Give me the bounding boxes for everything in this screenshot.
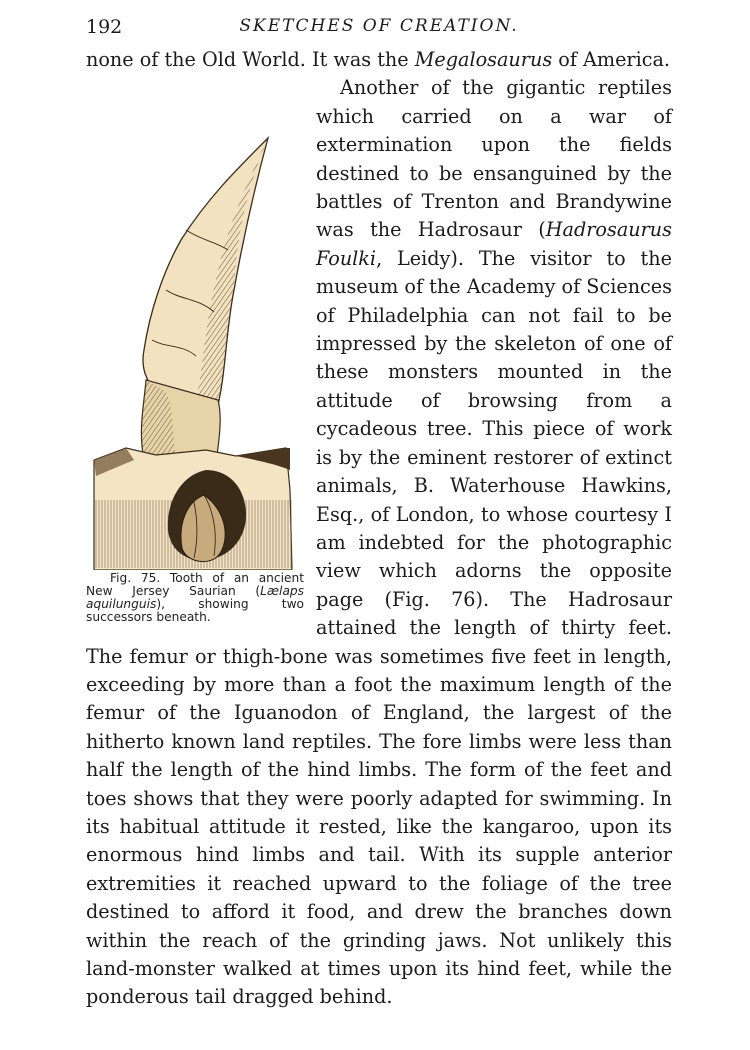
caption-text-b: ), showing two successors beneath. [86,597,304,625]
page-number: 192 [86,16,123,38]
fossil-tooth-illustration [86,130,298,570]
paragraph-1-text-a: none of the Old World. It was the [86,48,415,71]
paragraph-1-text-b: of America. [552,48,671,71]
caption-species-name: Lælaps aquilunguis [86,584,304,612]
figure-75 [86,130,306,624]
figure-caption [86,572,306,624]
page-header [86,14,672,46]
megalosaurus-term: Megalosaurus [414,48,553,71]
running-title: SKETCHES OF CREATION. [239,16,519,36]
paragraph-1 [86,46,672,74]
book-page [86,14,672,1012]
paragraph-2-text-a: Another of the gigantic reptiles which carried on a war of extermination upon the fields destined to be ensanguined by the battles of Trenton and Brandywine was the Hadrosaur ( [316,76,672,242]
body-text [86,46,672,1012]
caption-text-a: Fig. 75. Tooth of an ancient New Jersey Saurian ( [86,571,304,599]
paragraph-2 [86,74,672,1011]
hadrosaurus-term: Hadrosaurus Foulki [316,218,672,270]
paragraph-2-text-b: , Leidy). The visitor to the museum of the Academy of Sciences of Philadelphia can not fail to be impressed by the skeleton of one of these monsters mounted in the attitude of browsing from a cycadeous tree. This piece of work is by the eminent restorer of extinct animals, B. Waterhouse Hawkins, Esq., of London, to whose courtesy I am indebted for the photographic view which adorns the opposite page (Fig. 76). The Hadrosaur attained the length of thirty feet. The femur or thigh-bone was sometimes five feet in length, exceeding by more than a foot the maximum length of the femur of the Iguanodon of England, the largest of the hitherto known land reptiles. The fore limbs were less than half the length of the hind limbs. The form of the feet and toes shows that they were poorly adapted for swimming. In its habitual attitude it rested, like the kangaroo, upon its enormous hind limbs and tail. With its supple anterior extremities it reached upward to the foliage of the tree destined to afford it food, and drew the branches down within the reach of the grinding jaws. Not unlikely this land-monster walked at times upon its hind feet, while the ponderous tail dragged behind. [86,246,672,1009]
